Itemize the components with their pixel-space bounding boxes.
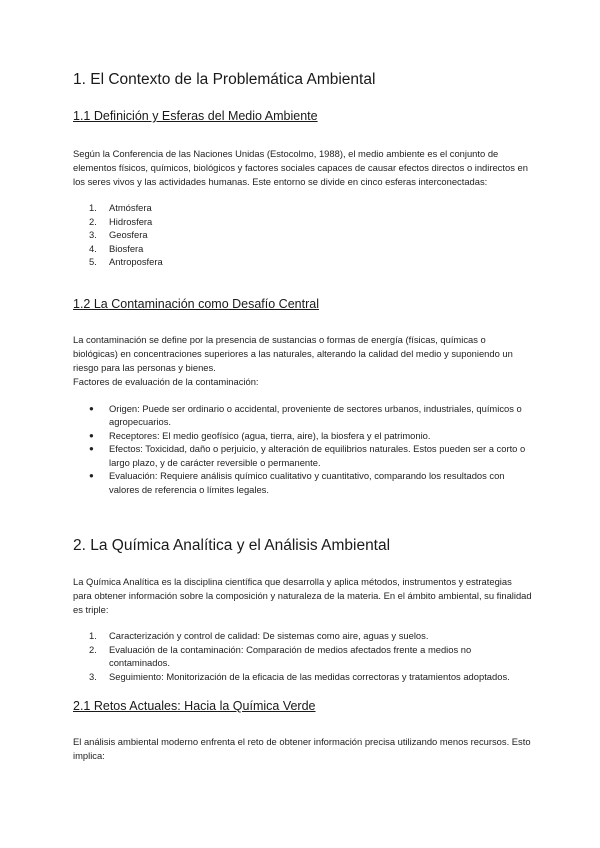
section-1-2-title: 1.2 La Contaminación como Desafío Central xyxy=(73,296,319,311)
list-item xyxy=(73,670,533,684)
factors-list xyxy=(73,402,533,497)
section-2-title: 2. La Química Analítica y el Análisis Ambiental xyxy=(73,537,391,554)
list-marker: 2. xyxy=(89,643,97,655)
list-item xyxy=(73,242,533,256)
list-marker: 5. xyxy=(89,256,97,267)
spheres-list xyxy=(73,201,533,269)
list-marker: 3. xyxy=(89,670,97,682)
list-item-text: Evaluación de la contaminación: Comparación de medios afectados frente a medios no contaminados. xyxy=(109,643,472,668)
list-item xyxy=(73,469,533,496)
list-item-text: Receptores: El medio geofísico (agua, tierra, aire), la biosfera y el patrimonio. xyxy=(109,429,431,441)
list-item xyxy=(73,429,533,443)
list-item xyxy=(73,643,533,670)
section-1-1-title: 1.1 Definición y Esferas del Medio Ambiente xyxy=(73,109,318,123)
section-1-2-paragraph: La contaminación se define por la presencia de sustancias o formas de energía (físicas, químicas o biológicas) en concentraciones superiores a las naturales, alterando la calidad del medio y suponiendo un riesgo para las personas y bienes. xyxy=(73,333,513,373)
list-item-text: Geosfera xyxy=(109,229,148,240)
list-marker: 2. xyxy=(89,215,97,227)
bullet-icon: ● xyxy=(89,403,94,413)
list-item xyxy=(73,255,533,269)
list-item-text: Evaluación: Requiere análisis químico cualitativo y cuantitativo, comparando los resultados con valores de referencia o límites legales. xyxy=(109,470,505,495)
section-1-1-paragraph: Según la Conferencia de las Naciones Unidas (Estocolmo, 1988), el medio ambiente es el conjunto de elementos físicos, químicos, biológicos y factores sociales capaces de causar efectos directos o indirectos en los seres vivos y las actividades humanas. Este entorno se divide en cinco esferas interconectadas: xyxy=(73,148,528,187)
list-marker: 3. xyxy=(89,229,97,240)
purpose-list xyxy=(73,629,533,683)
list-marker: 1. xyxy=(89,630,97,641)
bullet-icon: ● xyxy=(89,444,94,453)
list-item-text: Biosfera xyxy=(109,242,144,254)
list-item-text: Atmósfera xyxy=(109,202,152,213)
bullet-icon: ● xyxy=(89,430,94,440)
list-item-text: Origen: Puede ser ordinario o accidental, proveniente de sectores urbanos, industriales, químicos o agropecuarios. xyxy=(109,402,522,427)
list-item xyxy=(73,201,533,215)
list-item-text: Seguimiento: Monitorización de la eficacia de las medidas correctoras y tratamientos adoptados. xyxy=(109,670,510,682)
section-2-paragraph: La Química Analítica es la disciplina científica que desarrolla y aplica métodos, instrumentos y estrategias para obtener información sobre la composición y naturaleza de la materia. En el ámbito ambiental, su finalidad es triple: xyxy=(73,576,532,615)
section-2-1-title: 2.1 Retos Actuales: Hacia la Química Verde xyxy=(73,699,316,713)
section-2-1-paragraph: El análisis ambiental moderno enfrenta el reto de obtener información precisa utilizando menos recursos. Esto implica: xyxy=(73,736,531,761)
list-item xyxy=(73,629,533,643)
list-marker: 4. xyxy=(89,242,97,254)
factors-label: Factores de evaluación de la contaminación: xyxy=(73,375,259,387)
bullet-icon: ● xyxy=(89,471,94,480)
list-item-text: Caracterización y control de calidad: De sistemas como aire, aguas y suelos. xyxy=(109,630,429,641)
list-item xyxy=(73,215,533,229)
list-item xyxy=(73,228,533,242)
list-item-text: Hidrosfera xyxy=(109,215,153,227)
list-item-text: Efectos: Toxicidad, daño o perjuicio, y alteración de equilibrios naturales. Estos pueden ser a corto o largo plazo, y de carácter reversible o permanente. xyxy=(109,443,526,468)
section-1-title: 1. El Contexto de la Problemática Ambiental xyxy=(73,71,376,88)
list-item-text: Antroposfera xyxy=(109,256,163,267)
list-item xyxy=(73,442,533,469)
list-marker: 1. xyxy=(89,202,97,213)
list-item xyxy=(73,402,533,429)
document-content xyxy=(73,70,533,763)
